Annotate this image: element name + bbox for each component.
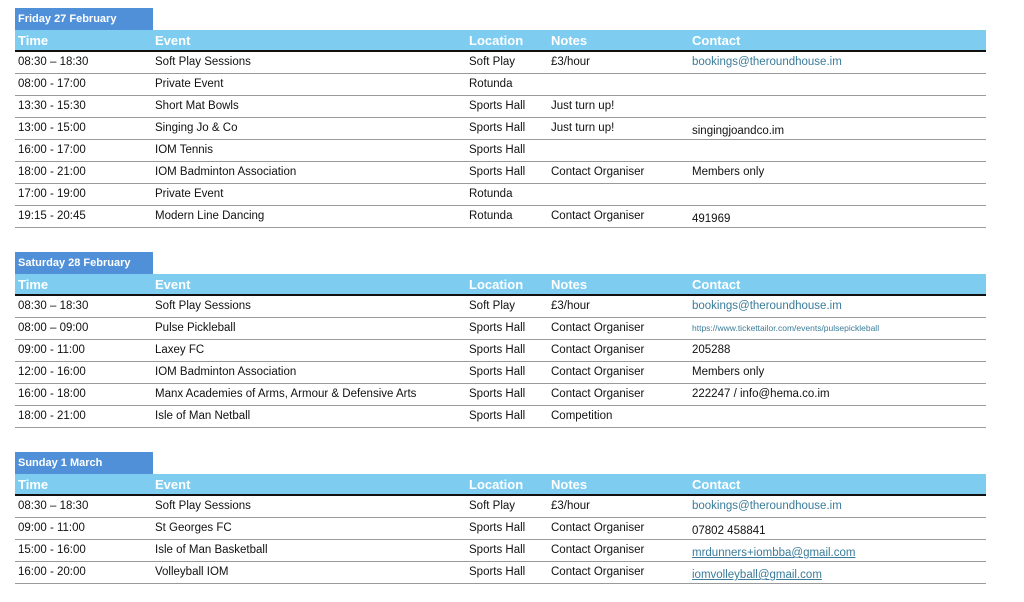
cell-notes: Contact Organiser	[551, 210, 645, 222]
cell-location: Rotunda	[469, 210, 513, 222]
day-heading: Sunday 1 March	[15, 452, 153, 474]
cell-location: Sports Hall	[469, 388, 526, 400]
column-header-time: Time	[18, 277, 49, 292]
cell-event: Volleyball IOM	[155, 566, 229, 578]
column-header-contact: Contact	[692, 33, 741, 48]
cell-event: St Georges FC	[155, 522, 232, 534]
cell-notes: Just turn up!	[551, 122, 615, 134]
cell-notes: Contact Organiser	[551, 388, 645, 400]
cell-time: 15:00 - 16:00	[18, 544, 86, 556]
cell-event: Manx Academies of Arms, Armour & Defensive Arts	[155, 388, 417, 400]
table-row	[15, 140, 986, 162]
cell-contact[interactable]: bookings@theroundhouse.im	[692, 56, 842, 68]
column-header-event: Event	[155, 33, 191, 48]
cell-location: Sports Hall	[469, 566, 526, 578]
cell-time: 09:00 - 11:00	[18, 344, 85, 356]
day-section	[15, 8, 986, 228]
cell-contact[interactable]: mrdunners+iombba@gmail.com	[692, 547, 856, 559]
cell-time: 08:30 – 18:30	[18, 300, 89, 312]
cell-location: Sports Hall	[469, 522, 526, 534]
cell-location: Sports Hall	[469, 410, 526, 422]
column-header-location: Location	[469, 477, 524, 492]
cell-time: 16:00 - 20:00	[18, 566, 86, 578]
column-header-time: Time	[18, 477, 49, 492]
cell-event: Soft Play Sessions	[155, 500, 251, 512]
table-row	[15, 518, 986, 540]
cell-location: Sports Hall	[469, 144, 526, 156]
cell-notes: Contact Organiser	[551, 566, 645, 578]
day-section	[15, 452, 986, 584]
cell-contact: singingjoandco.im	[692, 125, 785, 137]
cell-contact: 07802 458841	[692, 525, 766, 537]
column-header-notes: Notes	[551, 477, 588, 492]
cell-event: IOM Tennis	[155, 144, 213, 156]
table-row	[15, 184, 986, 206]
table-row	[15, 162, 986, 184]
cell-time: 12:00 - 16:00	[18, 366, 86, 378]
cell-contact: 222247 / info@hema.co.im	[692, 388, 830, 400]
table-row	[15, 562, 986, 584]
cell-event: Laxey FC	[155, 344, 205, 356]
cell-contact: 491969	[692, 213, 731, 225]
cell-event: Soft Play Sessions	[155, 56, 251, 68]
table-header	[15, 474, 986, 496]
cell-time: 08:30 – 18:30	[18, 56, 89, 68]
cell-notes: Contact Organiser	[551, 366, 645, 378]
cell-location: Sports Hall	[469, 166, 526, 178]
table-row	[15, 406, 986, 428]
cell-event: Private Event	[155, 188, 224, 200]
cell-time: 16:00 - 17:00	[18, 144, 86, 156]
cell-event: Private Event	[155, 78, 224, 90]
cell-notes: Contact Organiser	[551, 322, 645, 334]
cell-contact[interactable]: bookings@theroundhouse.im	[692, 500, 842, 512]
cell-time: 13:00 - 15:00	[18, 122, 86, 134]
cell-time: 19:15 - 20:45	[18, 210, 86, 222]
cell-location: Rotunda	[469, 188, 513, 200]
table-row	[15, 496, 986, 518]
cell-notes: Contact Organiser	[551, 544, 645, 556]
cell-location: Rotunda	[469, 78, 513, 90]
cell-event: Pulse Pickleball	[155, 322, 236, 334]
cell-location: Soft Play	[469, 56, 516, 68]
cell-location: Sports Hall	[469, 322, 526, 334]
cell-time: 16:00 - 18:00	[18, 388, 86, 400]
cell-contact: Members only	[692, 166, 765, 178]
table-header	[15, 274, 986, 296]
cell-notes: £3/hour	[551, 300, 591, 312]
table-row	[15, 540, 986, 562]
cell-notes: £3/hour	[551, 56, 591, 68]
cell-event: Isle of Man Basketball	[155, 544, 268, 556]
table-row	[15, 96, 986, 118]
column-header-event: Event	[155, 477, 191, 492]
cell-contact: Members only	[692, 366, 765, 378]
cell-contact: 205288	[692, 344, 731, 356]
cell-time: 08:30 – 18:30	[18, 500, 89, 512]
table-row	[15, 384, 986, 406]
day-heading: Friday 27 February	[15, 8, 153, 30]
cell-location: Soft Play	[469, 300, 516, 312]
table-row	[15, 318, 986, 340]
cell-contact[interactable]: https://www.tickettailor.com/events/pulsepickleball	[692, 323, 880, 333]
cell-time: 08:00 - 17:00	[18, 78, 86, 90]
column-header-location: Location	[469, 277, 524, 292]
table-row	[15, 74, 986, 96]
table-row	[15, 296, 986, 318]
cell-event: Isle of Man Netball	[155, 410, 251, 422]
cell-contact[interactable]: iomvolleyball@gmail.com	[692, 569, 822, 581]
table-row	[15, 52, 986, 74]
cell-time: 08:00 – 09:00	[18, 322, 89, 334]
cell-event: Modern Line Dancing	[155, 210, 265, 222]
cell-time: 09:00 - 11:00	[18, 522, 85, 534]
cell-notes: Contact Organiser	[551, 344, 645, 356]
cell-notes: Competition	[551, 410, 613, 422]
day-section	[15, 252, 986, 428]
cell-location: Sports Hall	[469, 122, 526, 134]
cell-event: IOM Badminton Association	[155, 166, 297, 178]
column-header-notes: Notes	[551, 277, 588, 292]
cell-location: Soft Play	[469, 500, 516, 512]
column-header-event: Event	[155, 277, 191, 292]
cell-contact[interactable]: bookings@theroundhouse.im	[692, 300, 842, 312]
cell-notes: Contact Organiser	[551, 522, 645, 534]
cell-notes: Contact Organiser	[551, 166, 645, 178]
table-row	[15, 118, 986, 140]
day-heading: Saturday 28 February	[15, 252, 153, 274]
table-row	[15, 362, 986, 384]
cell-location: Sports Hall	[469, 366, 526, 378]
table-header	[15, 30, 986, 52]
cell-time: 13:30 - 15:30	[18, 100, 86, 112]
column-header-time: Time	[18, 33, 49, 48]
cell-event: Short Mat Bowls	[155, 100, 239, 112]
table-row	[15, 340, 986, 362]
cell-notes: £3/hour	[551, 500, 591, 512]
cell-event: Soft Play Sessions	[155, 300, 251, 312]
cell-time: 18:00 - 21:00	[18, 166, 86, 178]
column-header-contact: Contact	[692, 477, 741, 492]
cell-location: Sports Hall	[469, 344, 526, 356]
cell-event: IOM Badminton Association	[155, 366, 297, 378]
cell-location: Sports Hall	[469, 544, 526, 556]
column-header-notes: Notes	[551, 33, 588, 48]
table-row	[15, 206, 986, 228]
cell-time: 17:00 - 19:00	[18, 188, 86, 200]
cell-location: Sports Hall	[469, 100, 526, 112]
cell-time: 18:00 - 21:00	[18, 410, 86, 422]
column-header-contact: Contact	[692, 277, 741, 292]
cell-notes: Just turn up!	[551, 100, 615, 112]
cell-event: Singing Jo & Co	[155, 122, 238, 134]
column-header-location: Location	[469, 33, 524, 48]
